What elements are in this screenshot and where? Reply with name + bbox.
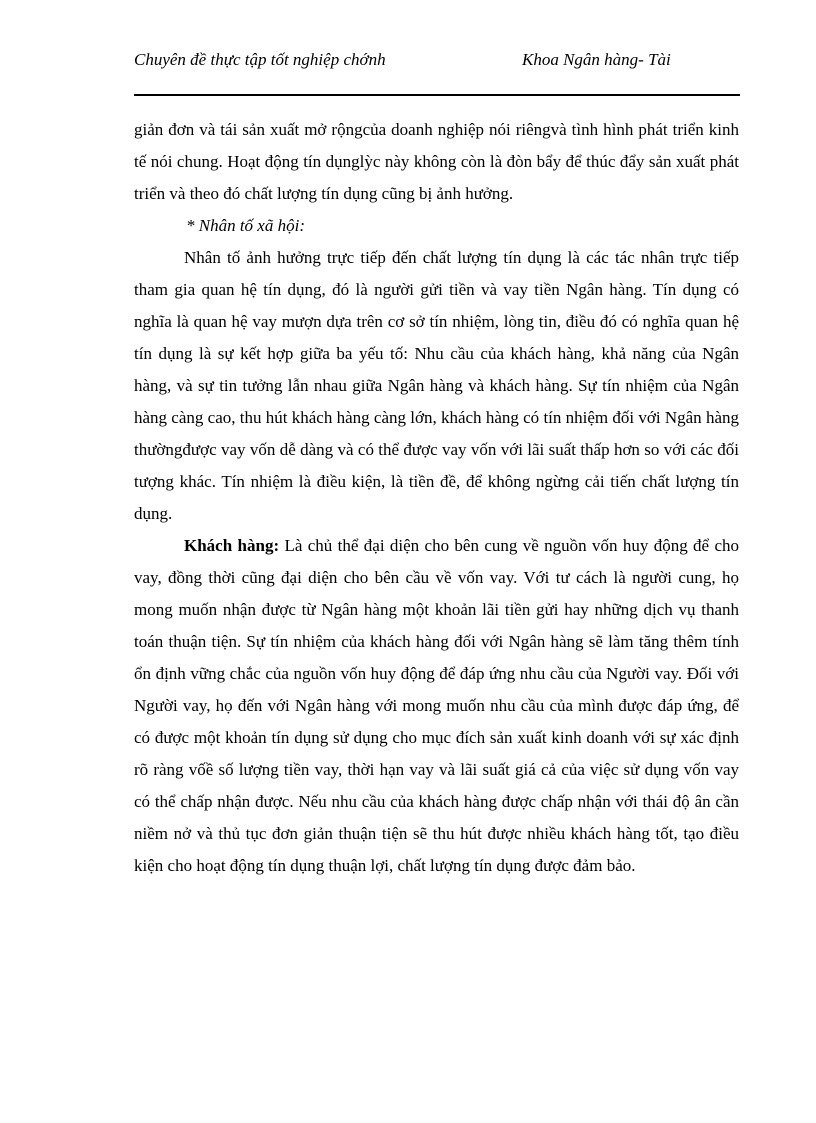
- customers-label: Khách hàng:: [184, 536, 280, 555]
- header-right-title: Khoa Ngân hàng- Tài: [522, 50, 671, 69]
- paragraph-continuation: giản đơn và tái sản xuất mở rộngcủa doanh nghiệp nói riêngvà tình hình phát triển kinh tế nói chung. Hoạt động tín dụnglỳc này không còn là đòn bẩy để thúc đẩy sản xuất phát triển và theo đó chất lượng tín dụng cũng bị ảnh hưởng.: [134, 120, 739, 203]
- paragraph-customers: [134, 530, 739, 882]
- customers-text: Là chủ thể đại diện cho bên cung về nguồn vốn huy động để cho vay, đồng thời cũng đại diện cho bên cầu về vốn vay. Với tư cách là người cung, họ mong muốn nhận được từ Ngân hàng một khoản lãi tiền gửi hay những dịch vụ thanh toán thuận tiện. Sự tín nhiệm của khách hàng đối với Ngân hàng sẽ làm tăng thêm tính ổn định vững chắc của nguồn vốn huy động để đáp ứng nhu cầu của Người vay. Đối với Người vay, họ đến với Ngân hàng với mong muốn nhu cầu của mình được đáp ứng, để có được một khoản tín dụng sử dụng cho mục đích sản xuất kinh doanh với sự xác định rõ ràng vốề số lượng tiền vay, thời hạn vay và lãi suất giá cả của việc sử dụng vốn vay có thể chấp nhận được. Nếu nhu cầu của khách hàng được chấp nhận với thái độ ân cần niềm nở và thủ tục đơn giản thuận tiện sẽ thu hút được nhiều khách hàng tốt, tạo điều kiện cho hoạt động tín dụng thuận lợi, chất lượng tín dụng được đảm bảo.: [134, 536, 739, 875]
- section-subheading: * Nhân tố xã hội:: [186, 216, 305, 235]
- header-left-title: Chuyên đề thực tập tốt nghiệp chớnh: [134, 50, 386, 69]
- paragraph-social-factors: Nhân tố ảnh hưởng trực tiếp đến chất lượng tín dụng là các tác nhân trực tiếp tham gia quan hệ tín dụng, đó là người gửi tiền và vay tiền Ngân hàng. Tín dụng có nghĩa là quan hệ vay mượn dựa trên cơ sở tín nhiệm, lòng tin, điều đó có nghĩa quan hệ tín dụng là sự kết hợp giữa ba yếu tố: Nhu cầu của khách hàng, khả năng của Ngân hàng, và sự tin tưởng lẫn nhau giữa Ngân hàng và khách hàng. Sự tín nhiệm của Ngân hàng càng cao, thu hút khách hàng càng lớn, khách hàng có tín nhiệm đối với Ngân hàng thườngđược vay vốn dễ dàng và có thể được vay vốn với lãi suất thấp hơn so với các đối tượng khác. Tín nhiệm là điều kiện, là tiền đề, để không ngừng cải tiến chất lượng tín dụng.: [134, 248, 739, 523]
- document-body: [134, 114, 739, 882]
- page-header: [134, 50, 740, 96]
